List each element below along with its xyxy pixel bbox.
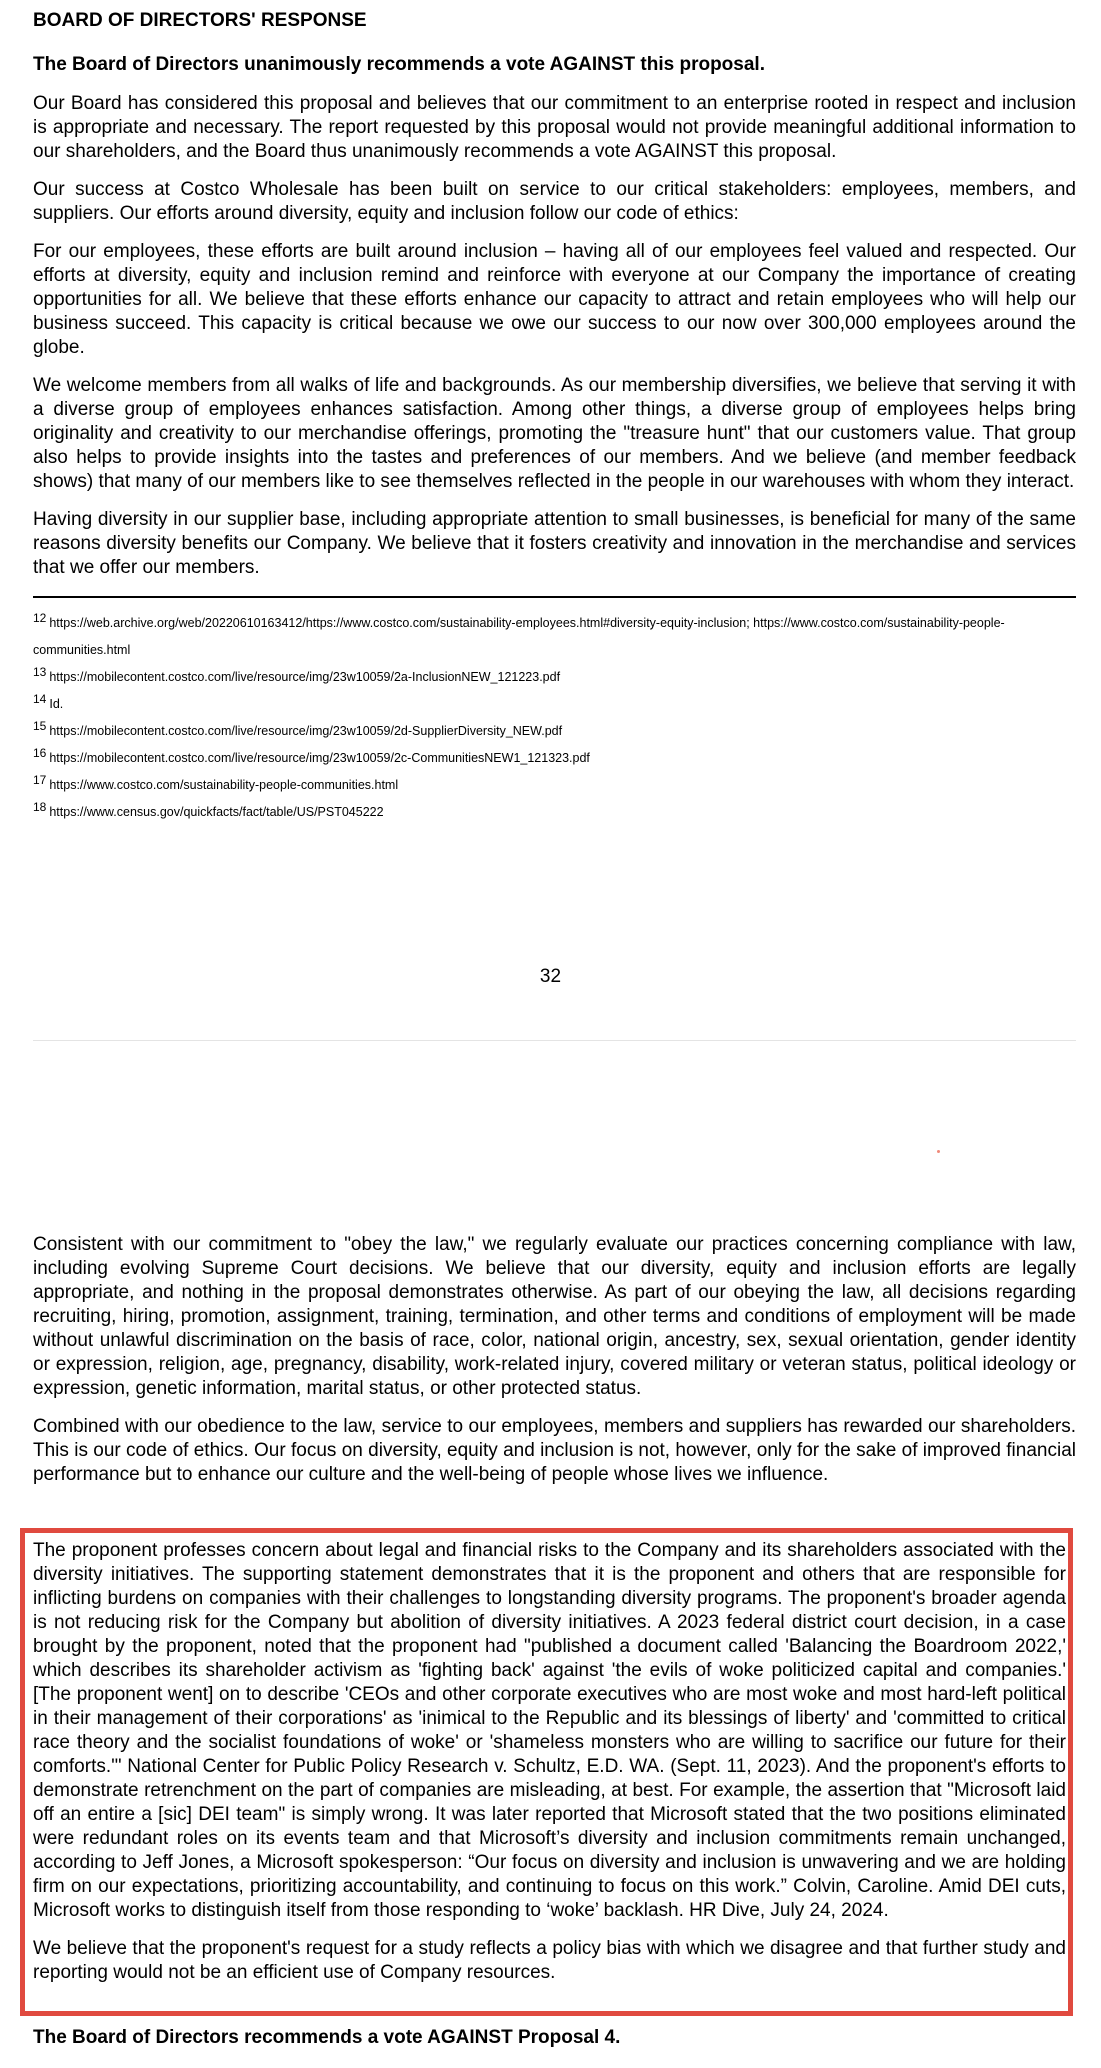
footnote: [33, 745, 1076, 772]
page-number: 32: [539, 966, 562, 987]
highlighted-region: [20, 1528, 1073, 2016]
page-33-content: [33, 1233, 1076, 1501]
paragraph: Combined with our obedience to the law, service to our employees, members and suppliers has rewarded our shareholders. This is our code of ethics. Our focus on diversity, equity and inclusion is not, however, only for the sake of improved financial performance but to enhance our culture and the well-being of people whose lives we influence.: [33, 1416, 1076, 1485]
footnote-link[interactable]: https://mobilecontent.costco.com/live/resource/img/23w10059/2d-SupplierDiversity_NEW.pdf: [49, 724, 563, 738]
footnote-link[interactable]: https://mobilecontent.costco.com/live/resource/img/23w10059/2c-CommunitiesNEW1_121323.pdf: [49, 751, 590, 765]
footnote-link[interactable]: https://www.census.gov/quickfacts/fact/table/US/PST045222: [49, 805, 384, 819]
footnote: [33, 691, 1076, 718]
footnote-number: 15: [33, 718, 47, 733]
page-32-content: [33, 8, 1076, 826]
paragraph: Having diversity in our supplier base, including appropriate attention to small businesses, is beneficial for many of the same reasons diversity benefits our Company. We believe that it fosters creativity and innovation in the merchandise and services that we offer our members.: [33, 509, 1076, 578]
paragraph: Consistent with our commitment to "obey the law," we regularly evaluate our practices concerning compliance with law, including evolving Supreme Court decisions. We believe that our diversity, equity and inclusion efforts are legally appropriate, and nothing in the proposal demonstrates otherwise. As part of our obeying the law, all decisions regarding recruiting, hiring, promotion, assignment, training, termination, and other terms and conditions of employment will be made without unlawful discrimination on the basis of race, color, national origin, ancestry, sex, sexual orientation, gender identity or expression, religion, age, pregnancy, disability, work-related injury, covered military or veteran status, political ideology or expression, genetic information, marital status, or other protected status.: [33, 1234, 1076, 1399]
final-recommendation: The Board of Directors recommends a vote AGAINST Proposal 4.: [33, 2027, 621, 2048]
section-heading: BOARD OF DIRECTORS' RESPONSE: [33, 10, 367, 31]
page-break-line: [33, 1040, 1076, 1041]
footnotes: [33, 610, 1076, 826]
vote-recommendation: The Board of Directors unanimously recommends a vote AGAINST this proposal.: [33, 54, 765, 75]
footnote-number: 18: [33, 799, 47, 814]
footnote-link[interactable]: https://mobilecontent.costco.com/live/resource/img/23w10059/2a-InclusionNEW_121223.pdf: [49, 670, 561, 684]
annotation-dot: [937, 1150, 940, 1153]
footnote-divider: [33, 596, 1076, 598]
paragraph: Our success at Costco Wholesale has been built on service to our critical stakeholders: employees, members, and suppliers. Our efforts around diversity, equity and inclusion follow our code of ethics:: [33, 179, 1076, 224]
footnote: [33, 718, 1076, 745]
footnote-link[interactable]: https://www.costco.com/sustainability-people-communities.html: [49, 778, 399, 792]
footnote-text: Id.: [49, 697, 64, 711]
paragraph: For our employees, these efforts are built around inclusion – having all of our employees feel valued and respected. Our efforts at diversity, equity and inclusion remind and reinforce with everyone at our Company the importance of creating opportunities for all. We believe that these efforts enhance our capacity to attract and retain employees who will help our business succeed. This capacity is critical because we owe our success to our now over 300,000 employees around the globe.: [33, 241, 1076, 358]
footnote: [33, 664, 1076, 691]
paragraph: We welcome members from all walks of life and backgrounds. As our membership diversifies, we believe that serving it with a diverse group of employees enhances satisfaction. Among other things, a diverse group of employees helps bring originality and creativity to our merchandise offerings, promoting the "treasure hunt" that our customers value. That group also helps to provide insights into the tastes and preferences of our members. And we believe (and member feedback shows) that many of our members like to see themselves reflected in the people in our warehouses with whom they interact.: [33, 375, 1076, 492]
footnote: [33, 772, 1076, 799]
footnote: [33, 799, 1076, 826]
footnote-number: 17: [33, 772, 47, 787]
highlighted-paragraph: The proponent professes concern about legal and financial risks to the Company and its shareholders associated with the diversity initiatives. The supporting statement demonstrates that it is the proponent and others that are responsible for inflicting burdens on companies with their challenges to longstanding diversity programs. The proponent's broader agenda is not reducing risk for the Company but abolition of diversity initiatives. A 2023 federal district court decision, in a case brought by the proponent, noted that the proponent had "published a document called 'Balancing the Boardroom 2022,' which describes its shareholder activism as 'fighting back' against 'the evils of woke politicized capital and companies.' [The proponent went] on to describe 'CEOs and other corporate executives who are most woke and most hard-left political in their management of their corporations' as 'inimical to the Republic and its blessings of liberty' and 'committed to critical race theory and the socialist foundations of woke' or 'shameless monsters who are willing to sacrifice our future for their comforts.'" National Center for Public Policy Research v. Schultz, E.D. WA. (Sept. 11, 2023). And the proponent's efforts to demonstrate retrenchment on the part of companies are misleading, at best. For example, the assertion that "Microsoft laid off an entire a [sic] DEI team" is simply wrong. It was later reported that Microsoft stated that the two positions eliminated were redundant roles on its events team and that Microsoft’s diversity and inclusion commitments remain unchanged, according to Jeff Jones, a Microsoft spokesperson: “Our focus on diversity and inclusion is unwavering and we are holding firm on our expectations, prioritizing accountability, and continuing to focus on this work.” Colvin, Caroline. Amid DEI cuts, Microsoft works to distinguish itself from those responding to ‘woke’ backlash. HR Dive, July 24, 2024.: [33, 1540, 1066, 1921]
footnote: [33, 610, 1076, 664]
highlighted-paragraph: We believe that the proponent's request for a study reflects a policy bias with which we disagree and that further study and reporting would not be an efficient use of Company resources.: [33, 1938, 1066, 1983]
footnote-number: 16: [33, 745, 47, 760]
footnote-number: 14: [33, 691, 47, 706]
footnote-number: 12: [33, 610, 47, 625]
paragraph: Our Board has considered this proposal and believes that our commitment to an enterprise rooted in respect and inclusion is appropriate and necessary. The report requested by this proposal would not provide meaningful additional information to our shareholders, and the Board thus unanimously recommends a vote AGAINST this proposal.: [33, 93, 1076, 162]
footnote-number: 13: [33, 664, 47, 679]
footnote-link[interactable]: https://web.archive.org/web/20220610163412/https://www.costco.com/sustainability-employees.html#diversity-equity-inclusion; https://www.costco.com/sustainability-people-communities.html: [33, 616, 1005, 657]
